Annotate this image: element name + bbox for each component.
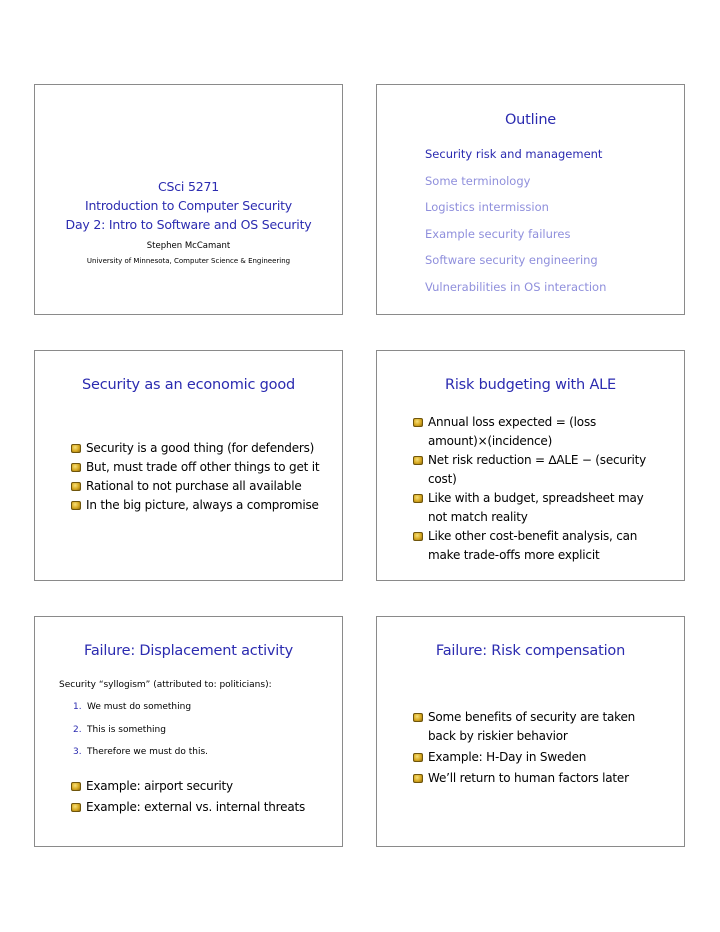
- bullet-icon: [413, 774, 423, 783]
- outline-item: Software security engineering: [425, 253, 598, 268]
- bullet-icon: [413, 753, 423, 762]
- title-block: [35, 177, 342, 266]
- bullet-icon: [413, 418, 423, 427]
- bullet-icon: [413, 494, 423, 503]
- bullet-item: Example: external vs. internal threats: [71, 798, 305, 817]
- bullet-icon: [413, 713, 423, 722]
- bullet-icon: [71, 444, 81, 453]
- slide-outline: [376, 84, 685, 315]
- bullet-item: Net risk reduction = ∆ALE − (security cost): [413, 451, 653, 489]
- slide-risk-budgeting: [376, 350, 685, 581]
- syllogism-intro: Security “syllogism” (attributed to: politicians):: [59, 680, 272, 690]
- bullet-list: [71, 777, 305, 817]
- slide-risk-compensation: [376, 616, 685, 847]
- affiliation: University of Minnesota, Computer Science & Engineering: [86, 257, 291, 265]
- slide-economic-good: [34, 350, 343, 581]
- bullet-icon: [71, 501, 81, 510]
- slide-title-text: Failure: Displacement activity: [84, 643, 293, 659]
- bullet-icon: [71, 482, 81, 491]
- numbered-item: 1. We must do something: [73, 702, 192, 712]
- outline-item: Example security failures: [425, 226, 571, 241]
- slide-title-text: Failure: Risk compensation: [435, 643, 626, 659]
- outline-list: [425, 147, 606, 307]
- slide-title: [34, 84, 343, 315]
- course-number: CSci 5271: [158, 179, 219, 194]
- outline-item: Logistics intermission: [425, 200, 549, 215]
- bullet-item: Example: airport security: [71, 777, 305, 796]
- course-name: Introduction to Computer Security: [84, 198, 293, 213]
- bullet-item: We’ll return to human factors later: [413, 769, 653, 788]
- author: Stephen McCamant: [146, 241, 231, 251]
- numbered-item: 2. This is something: [73, 724, 166, 735]
- numbered-list: [73, 701, 208, 769]
- bullet-item: Like with a budget, spreadsheet may not match reality: [413, 489, 653, 527]
- outline-item: Some terminology: [425, 173, 531, 188]
- slide-title-text: Risk budgeting with ALE: [444, 377, 617, 393]
- outline-item: Security risk and management: [425, 147, 603, 161]
- slide-title-text: Outline: [504, 112, 557, 128]
- bullet-item: Example: H-Day in Sweden: [413, 748, 653, 767]
- lecture-title: Day 2: Intro to Software and OS Security: [65, 217, 312, 232]
- bullet-icon: [71, 463, 81, 472]
- bullet-item: Rational to not purchase all available: [71, 477, 319, 496]
- bullet-icon: [413, 532, 423, 541]
- bullet-icon: [71, 803, 81, 812]
- bullet-item: Annual loss expected = (loss amount)×(incidence): [413, 413, 653, 451]
- bullet-list: [71, 439, 319, 515]
- bullet-item: Some benefits of security are taken back by riskier behavior: [413, 708, 653, 746]
- bullet-item: But, must trade off other things to get it: [71, 458, 319, 477]
- bullet-item: Like other cost-benefit analysis, can make trade-offs more explicit: [413, 527, 653, 565]
- slide-title-text: Security as an economic good: [82, 377, 295, 393]
- bullet-item: Security is a good thing (for defenders): [71, 439, 319, 458]
- bullet-icon: [413, 456, 423, 465]
- bullet-icon: [71, 782, 81, 791]
- bullet-list: [413, 708, 653, 788]
- slide-displacement: [34, 616, 343, 847]
- bullet-item: In the big picture, always a compromise: [71, 496, 319, 515]
- outline-item: Vulnerabilities in OS interaction: [425, 279, 607, 294]
- bullet-list: [413, 413, 653, 565]
- numbered-item: 3. Therefore we must do this.: [73, 747, 209, 757]
